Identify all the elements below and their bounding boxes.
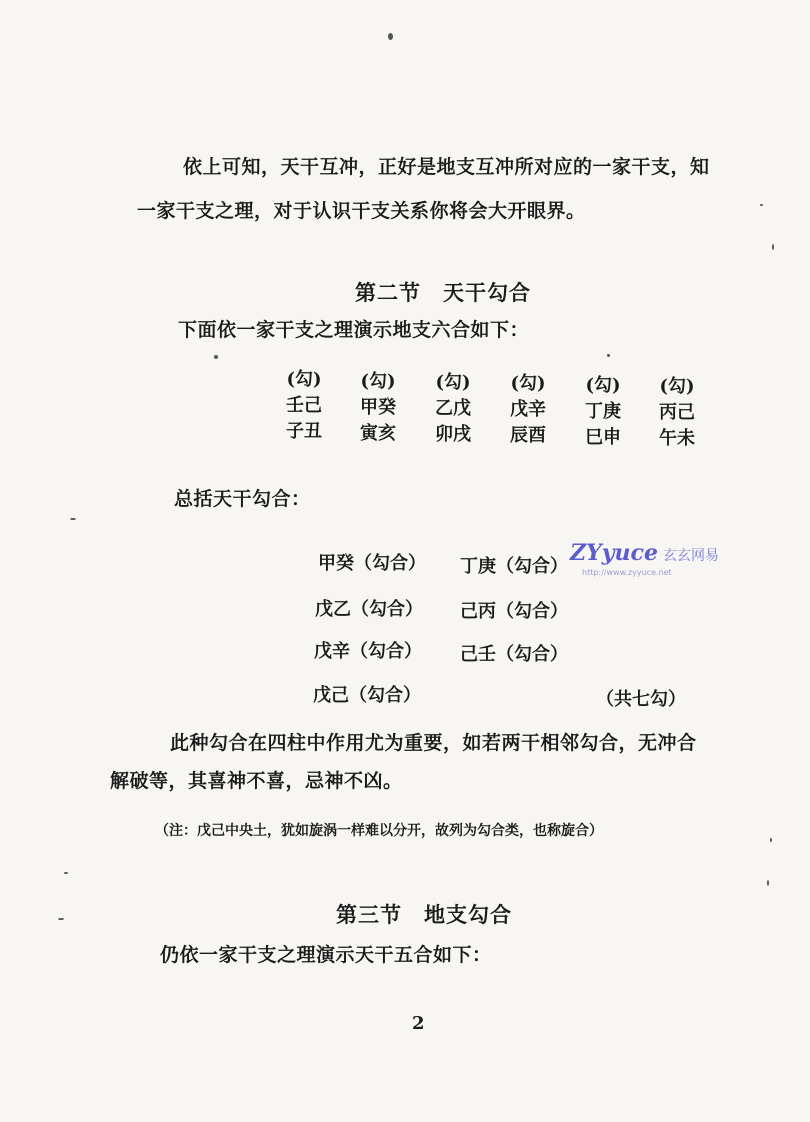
column-bottom: 子丑 <box>286 421 322 442</box>
section-intro: 仍依一家干支之理演示天干五合如下： <box>160 944 492 966</box>
pair-item: 丁庚（勾合） <box>460 556 568 577</box>
column-bottom: 寅亥 <box>360 423 396 444</box>
column-label: (勾) <box>659 376 695 397</box>
paragraph-line: 此种勾合在四柱中作用尤为重要，如若两干相邻勾合，无冲合 <box>170 732 697 754</box>
column-top: 乙戊 <box>435 398 471 419</box>
table-column <box>498 371 558 449</box>
scan-speck <box>770 838 772 842</box>
scan-speck <box>760 204 763 206</box>
column-top: 甲癸 <box>360 397 396 418</box>
scan-speck <box>767 880 769 886</box>
column-bottom: 午未 <box>659 428 695 449</box>
paragraph-line: 解破等，其喜神不喜，忌神不凶。 <box>110 770 403 792</box>
column-bottom: 卯戌 <box>435 424 471 445</box>
column-label: (勾) <box>435 372 471 393</box>
page-number: 2 <box>412 1013 425 1034</box>
column-label: (勾) <box>360 371 396 392</box>
pair-item: 戊辛（勾合） <box>314 641 422 662</box>
scan-speck <box>58 918 64 920</box>
paragraph-line: 一家干支之理，对于认识干支关系你将会大开眼界。 <box>137 200 586 222</box>
section-heading: 第三节 地支勾合 <box>336 902 512 927</box>
scan-speck <box>772 244 774 250</box>
pair-item: 戊己（勾合） <box>313 685 421 706</box>
column-bottom: 巳申 <box>585 427 621 448</box>
footnote: （注：戊己中央土，犹如旋涡一样难以分开，故列为勾合类，也称旋合） <box>155 823 603 839</box>
column-top: 戊辛 <box>510 399 546 420</box>
scan-speck <box>607 354 610 357</box>
column-top: 丁庚 <box>585 401 621 422</box>
table-column <box>348 369 408 447</box>
column-top: 丙己 <box>659 402 695 423</box>
watermark-url: http://www.zyyuce.net <box>582 568 672 577</box>
column-label: (勾) <box>585 375 621 396</box>
scan-speck <box>388 33 393 40</box>
table-column <box>423 370 483 448</box>
pair-item: 戊乙（勾合） <box>315 599 423 620</box>
scan-speck <box>70 518 76 520</box>
table-column <box>647 374 707 452</box>
paragraph-line: 依上可知，天干互冲，正好是地支互冲所对应的一家干支，知 <box>183 156 710 178</box>
pair-item: 己壬（勾合） <box>460 644 568 665</box>
scan-speck <box>64 872 68 874</box>
column-bottom: 辰酉 <box>510 425 546 446</box>
pair-item: 甲癸（勾合） <box>318 553 426 574</box>
watermark <box>570 540 720 577</box>
table-column <box>274 367 334 445</box>
pair-item: 己丙（勾合） <box>460 601 568 622</box>
watermark-text: 玄玄网易 <box>663 548 720 564</box>
summary-title: 总括天干勾合： <box>174 488 311 510</box>
pair-total: （共七勾） <box>596 689 686 710</box>
scan-speck <box>214 355 218 359</box>
section-heading: 第二节 天干勾合 <box>355 280 531 305</box>
section-intro: 下面依一家干支之理演示地支六合如下： <box>178 319 530 341</box>
table-column <box>573 373 633 451</box>
column-top: 壬己 <box>286 395 322 416</box>
column-label: (勾) <box>286 369 322 390</box>
watermark-logo: ZYyuce <box>570 540 658 566</box>
column-label: (勾) <box>510 373 546 394</box>
